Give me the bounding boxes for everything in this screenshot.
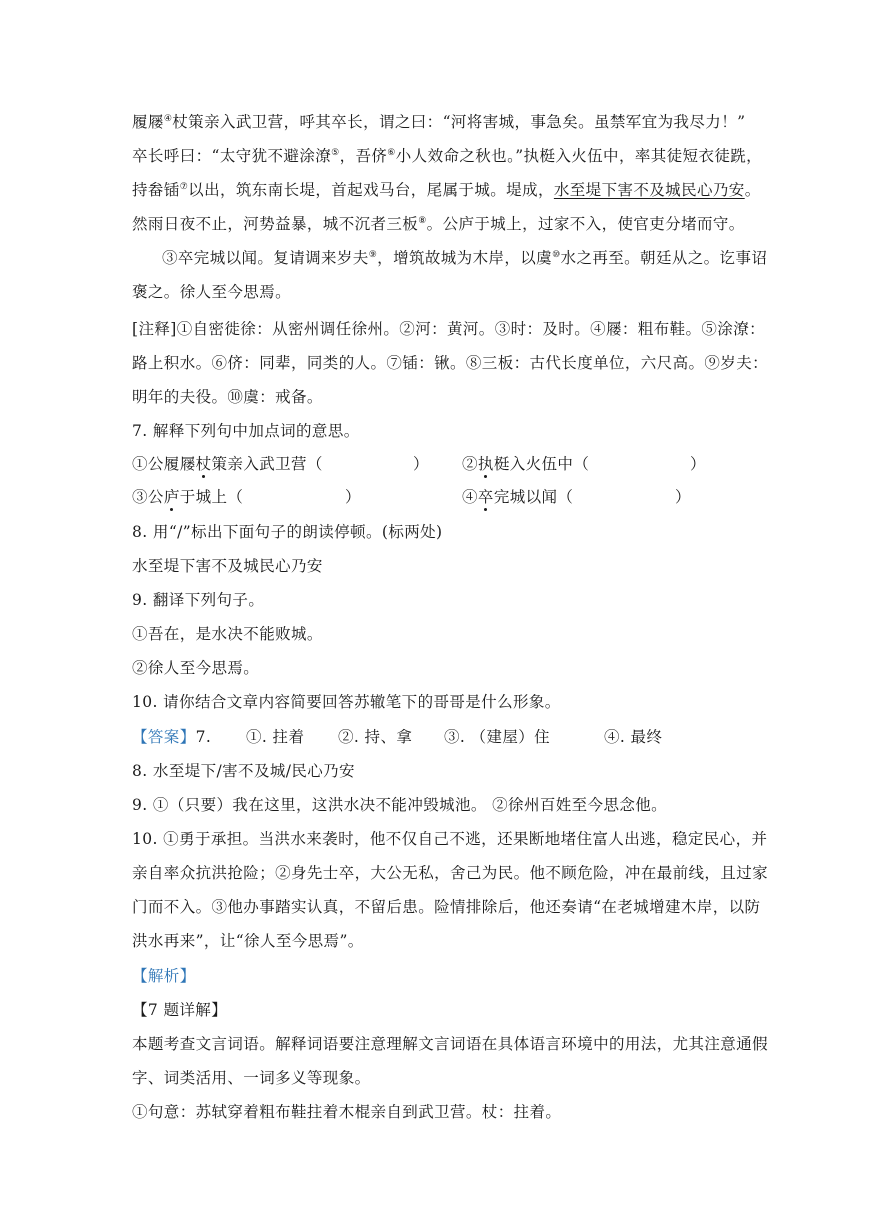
q7-row-2: ③公庐于城上（ ） ④卒完城以闻（ ） — [132, 488, 691, 506]
answer-line-7: 【答案】7. ①. 拄着 ②. 持、拿 ③. （建屋）住 ④. 最终 — [132, 728, 663, 746]
passage-line-2: 卒长呼曰：“太守犹不避涂潦⑤，吾侪⑥小人效命之秋也。”执梃入火伍中，率其徒短衣徒跣， — [132, 147, 763, 165]
answer-8: 8. 水至堤下/害不及城/民心乃安 — [132, 762, 355, 780]
answer-10-line-2: 亲自率众抗洪抢险；②身先士卒，大公无私，舍己为民。他不顾危险，冲在最前线，且过家 — [132, 864, 769, 882]
analysis-label: 【解析】 — [132, 967, 196, 985]
notes-line-1: [注释]①自密徙徐：从密州调任徐州。②河：黄河。③时：及时。④屦：粗布鞋。⑤涂潦： — [132, 320, 765, 338]
passage-line-1: 履屦④杖策亲入武卫营，呼其卒长，谓之曰：“河将害城，事急矣。虽禁军宜为我尽力！” — [132, 113, 746, 131]
analysis-paragraph-line-3: ①句意：苏轼穿着粗布鞋拄着木棍亲自到武卫营。杖：拄着。 — [132, 1103, 562, 1121]
answer-10-line-3: 门而不入。③他办事踏实认真，不留后患。险情排除后，他还奏请“在老城增建木岸，以防 — [132, 898, 761, 916]
analysis-paragraph-line-2: 字、词类活用、一词多义等现象。 — [132, 1069, 371, 1087]
q9-sentence-1: ①吾在，是水决不能败城。 — [132, 625, 323, 643]
passage-line-6: 褒之。徐人至今思焉。 — [132, 283, 292, 301]
q10-title: 10. 请你结合文章内容简要回答苏辙笔下的哥哥是什么形象。 — [132, 693, 561, 711]
q9-title: 9. 翻译下列句子。 — [132, 591, 265, 609]
answer-9: 9. ①（只要）我在这里，这洪水决不能冲毁城池。 ②徐州百姓至今思念他。 — [132, 796, 668, 814]
q8-sentence: 水至堤下害不及城民心乃安 — [132, 557, 323, 575]
q9-sentence-2: ②徐人至今思焉。 — [132, 659, 260, 677]
analysis-paragraph-line-1: 本题考查文言词语。解释词语要注意理解文言词语在具体语言环境中的用法，尤其注意通假 — [132, 1035, 769, 1053]
passage-line-5: ③卒完城以闻。复请调来岁夫⑨，增筑故城为木岸，以虞⑩水之再至。朝廷从之。讫事诏 — [162, 249, 768, 267]
passage-line-3: 持畚锸⑦以出，筑东南长堤，首起戏马台，尾属于城。堤成，水至堤下害不及城民心乃安。 — [132, 181, 761, 199]
passage-line-4: 然雨日夜不止，河势益暴，城不沉者三板⑧。公庐于城上，过家不入，使官吏分堵而守。 — [132, 215, 745, 233]
answer-label: 【答案】 — [132, 728, 196, 746]
answer-10-line-1: 10. ①勇于承担。当洪水来袭时，他不仅自己不逃，还果断地堵住富人出逃，稳定民心，并 — [132, 830, 768, 848]
analysis-subheading: 【7 题详解】 — [132, 1001, 228, 1019]
q7-row-1: ①公履屦杖策亲入武卫营（ ） ②执梃入火伍中（ ） — [132, 455, 706, 473]
answer-10-line-4: 洪水再来”，让“徐人至今思焉”。 — [132, 932, 364, 950]
underlined-sentence: 水至堤下害不及城民心乃安 — [553, 181, 745, 199]
notes-line-3: 明年的夫役。⑩虞：戒备。 — [132, 388, 323, 406]
q7-title: 7. 解释下列句中加点词的意思。 — [132, 422, 360, 440]
notes-line-2: 路上积水。⑥侪：同辈，同类的人。⑦锸：锹。⑧三板：古代长度单位，六尺高。⑨岁夫： — [132, 354, 769, 372]
q8-title: 8. 用“/”标出下面句子的朗读停顿。(标两处) — [132, 523, 443, 541]
